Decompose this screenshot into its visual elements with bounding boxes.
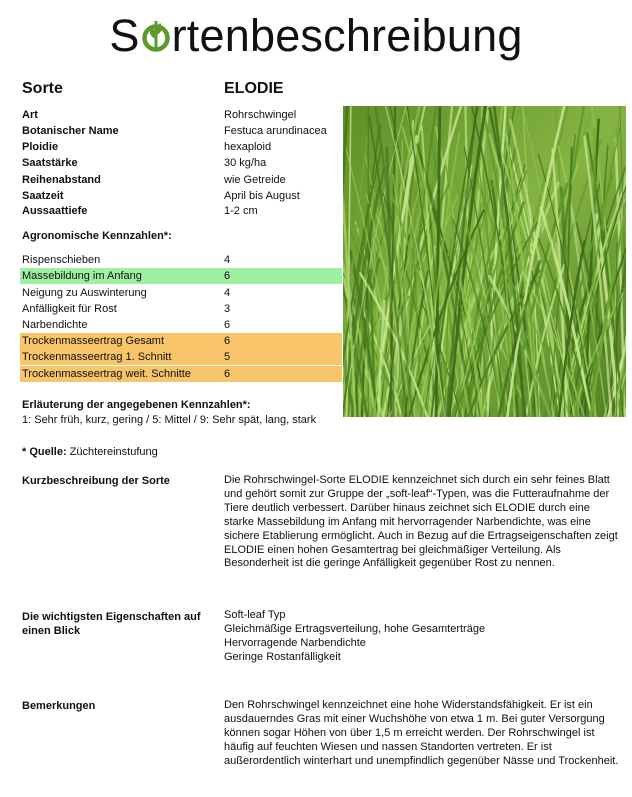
kennzahl-row: [20, 252, 342, 268]
kennzahl-row-highlight-orange: [20, 366, 342, 382]
kennzahl-row-highlight-orange: [20, 349, 342, 365]
description-line: Besonderheit ist die geringe Anfälligkeit gegenüber Rost zu nennen.: [224, 557, 555, 570]
seed-leaf-o-icon: [141, 8, 171, 46]
description-heading: Kurzbeschreibung der Sorte: [22, 475, 170, 487]
source-line: [22, 446, 158, 458]
source-value: Züchtereinstufung: [69, 446, 158, 458]
description-line: ELODIE einen hohen Gesamtertrag bei gleichmäßiger Verteilung. Als: [224, 543, 561, 556]
feature-item: Geringe Rostanfälligkeit: [224, 650, 341, 663]
grass-photo: [343, 106, 626, 417]
kennzahl-value: 3: [224, 303, 231, 315]
kennzahl-row-highlight-orange: [20, 333, 342, 349]
kennzahl-row: [20, 317, 342, 333]
kennzahl-value: 6: [224, 319, 231, 331]
kennzahl-value: 6: [224, 270, 231, 282]
attr-value-saatzeit: April bis August: [224, 190, 300, 202]
features-heading-line: einen Blick: [22, 625, 81, 637]
attr-label-art: Art: [22, 109, 38, 121]
description-line: sichere Etablierung ermöglicht. Auch in Bezug auf die Ertragseigenschaften zeigt: [224, 529, 618, 542]
description-line: starke Massebildung im Anfang mit hervorragender Narbendichte, was eine: [224, 515, 591, 528]
kennzahl-label: Trockenmasseertrag Gesamt: [22, 335, 165, 347]
kennzahl-value: 4: [224, 287, 231, 299]
attr-label-saatzeit: Saatzeit: [22, 190, 64, 202]
kennzahl-label: Trockenmasseertrag 1. Schnitt: [22, 351, 172, 363]
remarks-line: häufig auf feuchten Wiesen und nassen Standorten vertreten. Er ist: [224, 740, 552, 753]
sorte-label: Sorte: [22, 80, 63, 97]
attr-value-saatstaerke: 30 kg/ha: [224, 157, 267, 169]
kennzahl-value: 4: [224, 254, 231, 266]
description-line: Die Rohrschwingel-Sorte ELODIE kennzeichnet sich durch ein sehr feines Blatt: [224, 474, 610, 486]
feature-item: Gleichmäßige Ertragsverteilung, hohe Gesamterträge: [224, 622, 486, 635]
agronomic-heading: Agronomische Kennzahlen*:: [22, 230, 172, 242]
attr-label-aussaattiefe: Aussaattiefe: [22, 205, 88, 217]
kennzahl-label: Narbendichte: [22, 319, 88, 331]
kennzahl-value: 6: [224, 368, 231, 380]
features-heading: [22, 610, 200, 638]
attr-label-ploidie: Ploidie: [22, 141, 59, 153]
kennzahl-value: 6: [224, 335, 231, 347]
page-title: S rtenbeschreibung: [109, 10, 523, 61]
kennzahl-label: Trockenmasseertrag weit. Schnitte: [22, 368, 191, 380]
remarks-line: ausdauerndes Gras mit einer Wuchshöhe von etwa 1 m. Bei guter Versorgung: [224, 712, 605, 725]
attr-value-aussaattiefe: 1-2 cm: [224, 205, 258, 217]
remarks-line: können sogar Höhen von über 1,5 m erreicht werden. Der Rohrschwingel ist: [224, 726, 595, 739]
description-line: und gehört somit zur Gruppe der „soft-leaf“-Typen, was die Futteraufnahme der: [224, 487, 610, 500]
attr-value-ploidie: hexaploid: [224, 141, 272, 153]
legend-text: 1: Sehr früh, kurz, gering / 5: Mittel / 9: Sehr spät, lang, stark: [22, 414, 317, 426]
feature-item: Hervorragende Narbendichte: [224, 636, 366, 649]
kennzahl-value: 5: [224, 351, 231, 363]
kennzahl-row: [20, 285, 342, 301]
kennzahl-label: Rispenschieben: [22, 254, 101, 266]
remarks-text: [224, 699, 619, 769]
attr-value-botanical: Festuca arundinacea: [224, 125, 327, 137]
remarks-line: außerordentlich winterhart und unempfindlich gegenüber Nässe und Trockenheit.: [224, 754, 619, 767]
description-text: [224, 474, 619, 571]
kennzahl-row-highlight-green: [20, 268, 342, 284]
attr-value-art: Rohrschwingel: [224, 109, 297, 121]
attr-label-saatstaerke: Saatstärke: [22, 157, 78, 169]
remarks-line: Den Rohrschwingel kennzeichnet eine hohe Widerstandsfähigkeit. Er ist ein: [224, 699, 593, 711]
features-list: [224, 609, 619, 665]
kennzahl-label: Neigung zu Auswinterung: [22, 287, 147, 299]
kennzahl-label: Anfälligkeit für Rost: [22, 303, 117, 315]
attr-value-reihenabstand: wie Getreide: [224, 174, 286, 186]
attr-label-reihenabstand: Reihenabstand: [22, 174, 101, 186]
features-heading-line: Die wichtigsten Eigenschaften auf: [22, 611, 201, 623]
legend-heading: Erläuterung der angegebenen Kennzahlen*:: [22, 399, 251, 411]
attr-label-botanical: Botanischer Name: [22, 125, 119, 137]
remarks-heading: Bemerkungen: [22, 700, 96, 712]
sorte-value: ELODIE: [224, 80, 284, 97]
feature-item: Soft-leaf Typ: [224, 609, 286, 621]
kennzahl-row: [20, 301, 342, 317]
source-label: * Quelle:: [22, 446, 67, 458]
description-line: Tiere deutlich verbessert. Darüber hinaus zeichnet sich ELODIE durch eine: [224, 501, 590, 514]
kennzahl-label: Massebildung im Anfang: [22, 270, 142, 282]
